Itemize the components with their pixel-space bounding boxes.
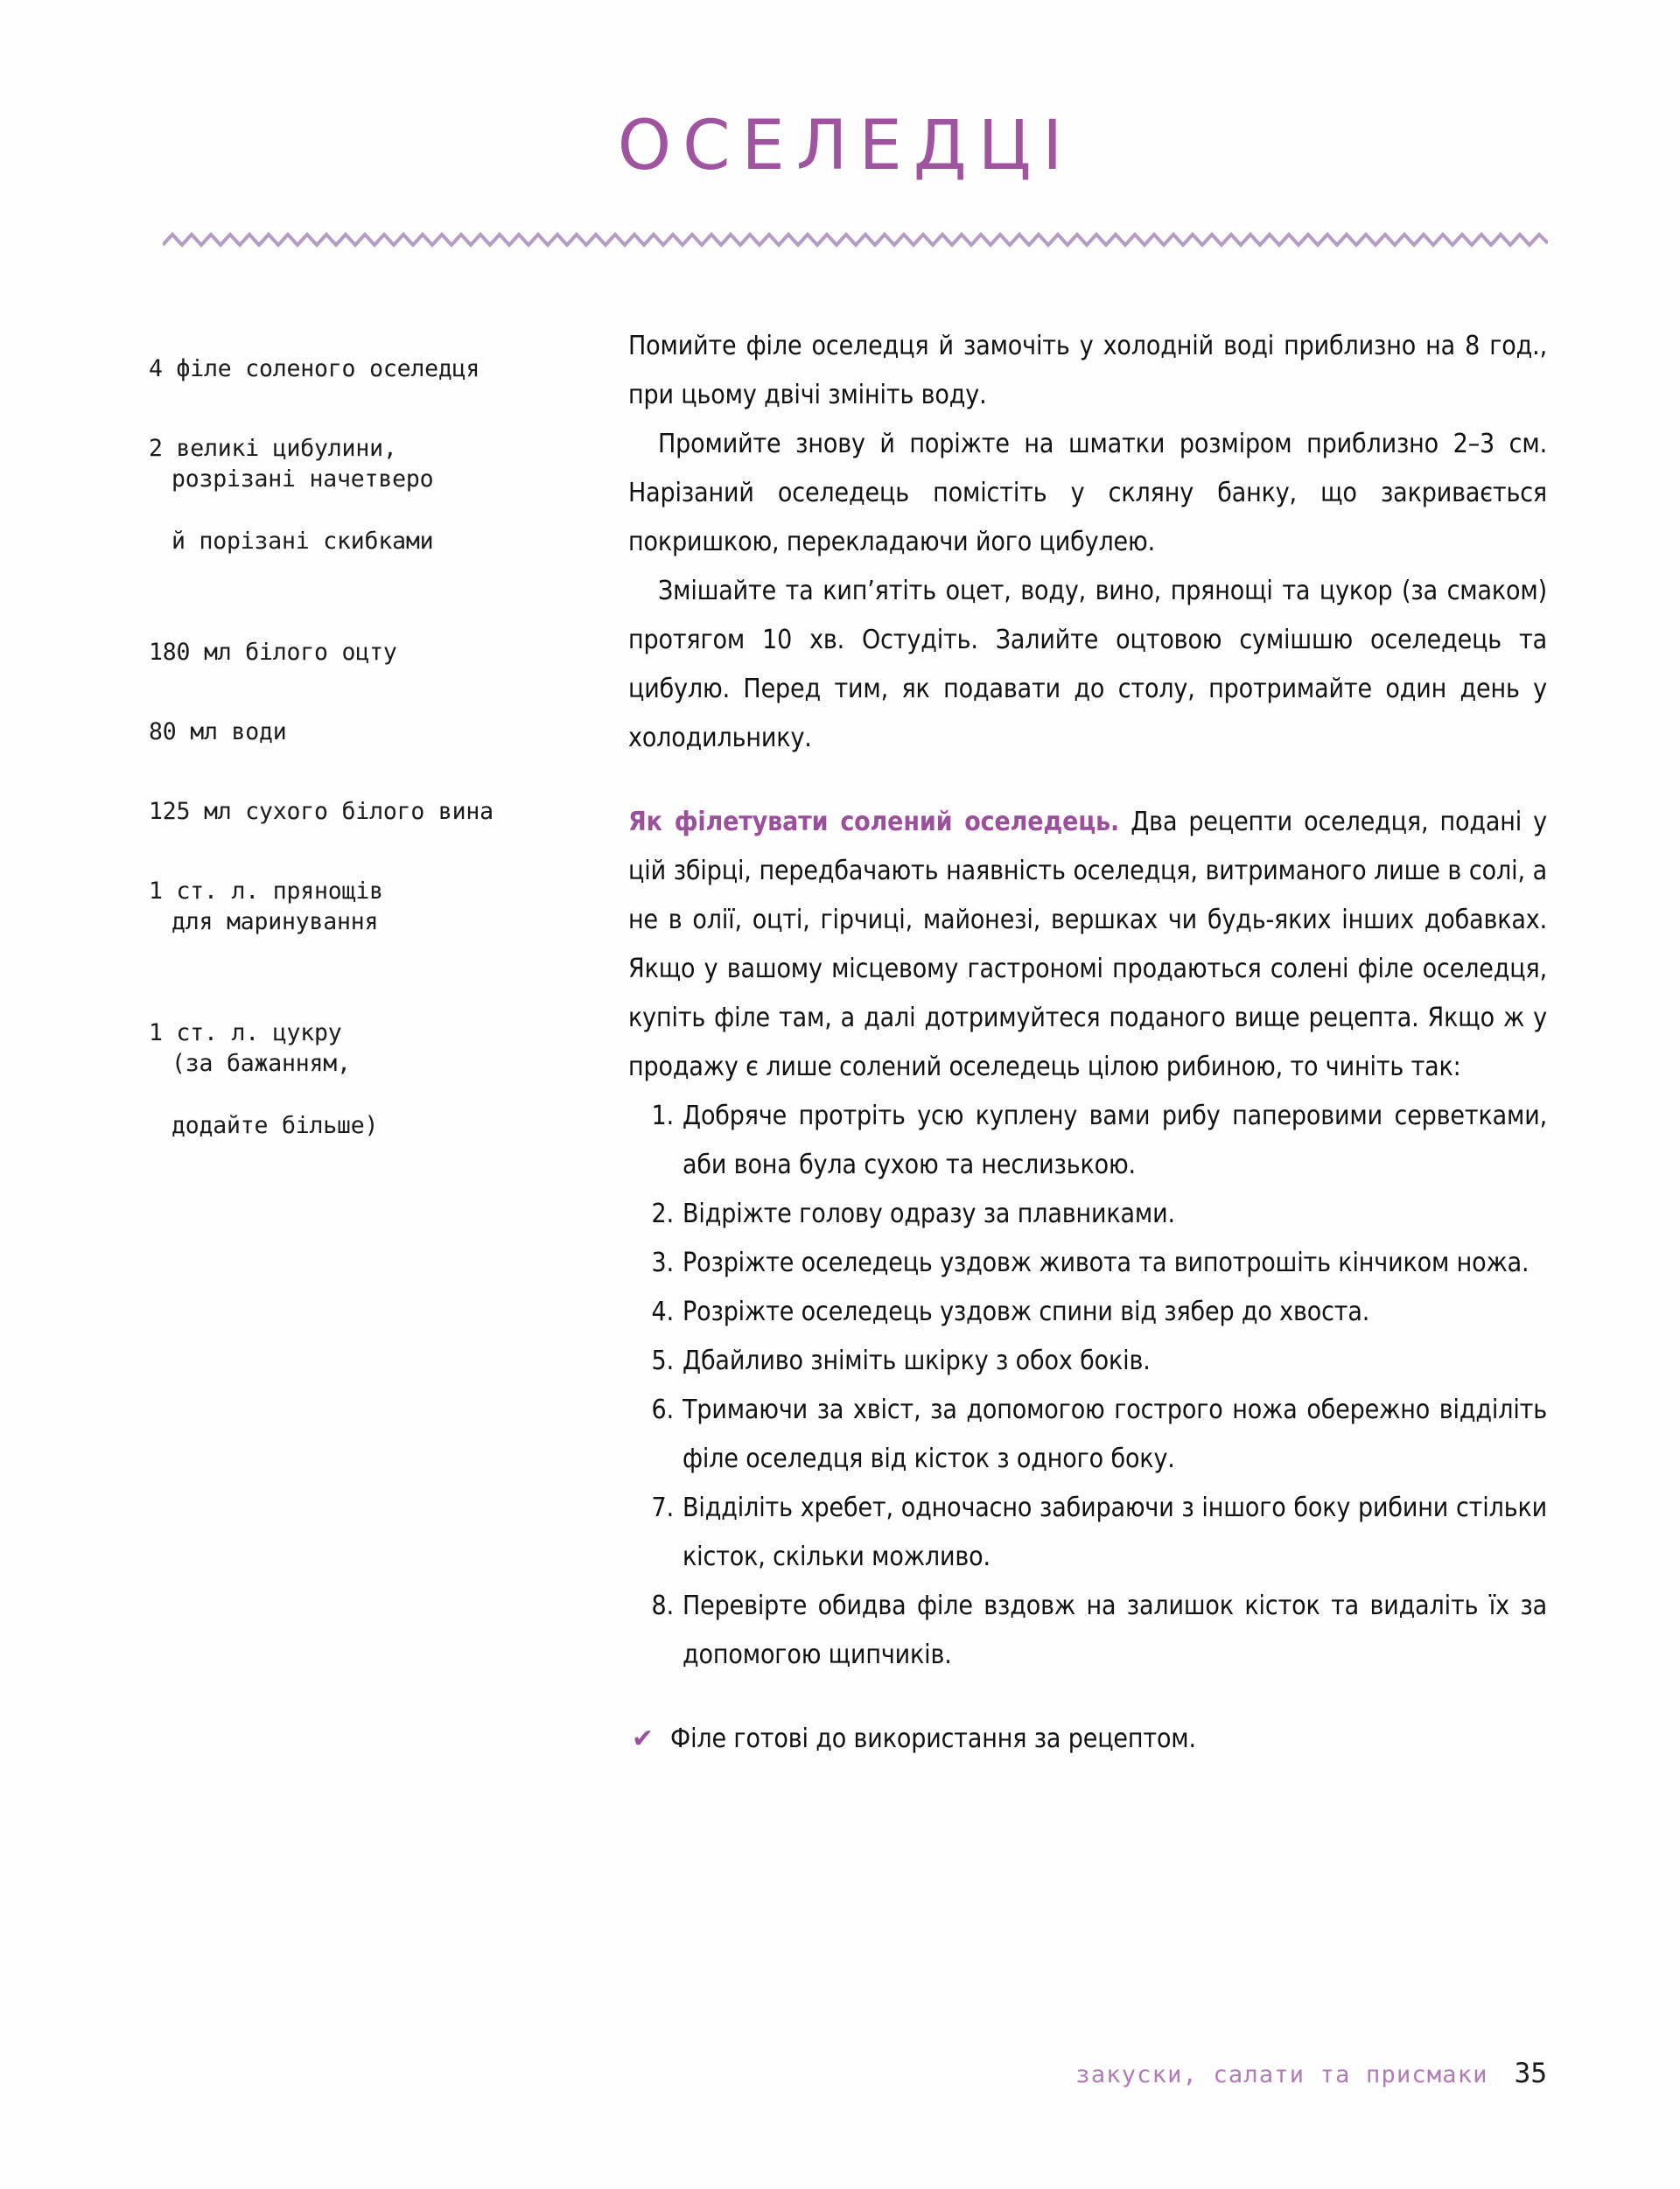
ingredient-item bbox=[149, 765, 586, 827]
ingredient-main: 4 філе соленого оселедця bbox=[149, 354, 480, 382]
ingredient-cont: для маринування bbox=[172, 908, 379, 935]
ingredient-main: 1 ст. л. прянощів bbox=[149, 877, 383, 905]
ingredient-item bbox=[149, 605, 586, 668]
ingredient-main: 125 мл сухого білого вина bbox=[149, 797, 494, 825]
filleting-steps-list bbox=[628, 1092, 1547, 1680]
ingredient-cont: й порізані скибками bbox=[172, 528, 434, 555]
page-title: ОСЕЛЕДЦІ bbox=[617, 107, 1074, 185]
page-footer bbox=[0, 2058, 1680, 2089]
step-item: Розріжте оселедець уздовж живота та випотрошіть кінчиком ножа. bbox=[682, 1248, 1530, 1278]
ingredient-main: 180 мл білого оцту bbox=[149, 638, 397, 666]
ingredients-list bbox=[149, 322, 586, 1190]
ingredient-cont: додайте більше) bbox=[172, 1112, 379, 1139]
ingredient-main: 80 мл води bbox=[149, 717, 287, 745]
instruction-paragraph: Промийте знову й поріжте на шматки розміром приблизно 2–3 см. Нарізаний оселедець помістіть у скляну банку, що закривається покришкою, перекладаючи його цибулею. bbox=[628, 429, 1547, 557]
step-item: Дбайливо зніміть шкірку з обох боків. bbox=[682, 1346, 1151, 1376]
section-body: Два рецепти оселедця, подані у цій збірці, передбачають наявність оселедця, витриманого лише в солі, а не в олії, оцті, гірчиці, майонезі, вершках чи будь-яких інших добавках. Якщо у вашому місцевому гастрономі продаються солені філе оселедця, купіть філе там, а далі дотримуйтеся поданого вище рецепта. Якщо ж у продажу є лише солений оселедець цілою рибиною, то чиніть так: bbox=[628, 807, 1548, 1082]
step-item: Відріжте голову одразу за плавниками. bbox=[682, 1199, 1175, 1229]
page-title-block bbox=[0, 107, 1680, 185]
section-lead-in: Як філетувати солений оселедець. bbox=[628, 807, 1120, 837]
page-content bbox=[0, 322, 1680, 2037]
instructions-column bbox=[628, 322, 1547, 1764]
footer-section-label: закуски, салати та присмаки bbox=[1075, 2061, 1488, 2088]
ingredient-cont: розрізані начетверо bbox=[172, 465, 434, 493]
ingredient-item bbox=[149, 402, 586, 588]
step-item: Відділіть хребет, одночасно забираючи з іншого боку рибини стільки кісток, скільки можливо. bbox=[682, 1493, 1547, 1572]
conclusion-text: Філе готові до використання за рецептом. bbox=[670, 1724, 1196, 1754]
ingredient-item bbox=[149, 322, 586, 384]
check-mark-icon: ✔ bbox=[632, 1724, 654, 1754]
step-item: Перевірте обидва філе вздовж на залишок кісток та видаліть їх за допомогою щипчиків. bbox=[682, 1591, 1547, 1670]
step-item: Тримаючи за хвіст, за допомогою гострого ножа обережно відділіть філе оселедця від кісток з одного боку. bbox=[682, 1395, 1547, 1474]
ingredient-cont: (за бажанням, bbox=[172, 1050, 351, 1077]
step-item: Розріжте оселедець уздовж спини від зябер до хвоста. bbox=[682, 1297, 1370, 1327]
conclusion-row bbox=[628, 1715, 1547, 1764]
filleting-section-paragraph bbox=[628, 798, 1547, 1092]
instruction-paragraph: Змішайте та кип’ятіть оцет, воду, вино, прянощі та цукор (за смаком) протягом 10 хв. Остудіть. Залийте оцтовою сумішшю оселедець та цибулю. Перед тим, як подавати до столу, протримайте один день у холодильнику. bbox=[628, 576, 1547, 753]
section-spacer bbox=[628, 763, 1547, 798]
instruction-paragraph: Помийте філе оселедця й замочіть у холодній воді приблизно на 8 год., при цьому двічі змініть воду. bbox=[628, 331, 1547, 410]
ingredient-main: 1 ст. л. цукру bbox=[149, 1018, 342, 1046]
ingredient-item bbox=[149, 986, 586, 1172]
footer-page-number: 35 bbox=[1514, 2058, 1547, 2089]
step-item: Добряче протріть усю куплену вами рибу паперовими серветками, аби вона була сухою та неслизькою. bbox=[682, 1101, 1547, 1180]
zigzag-divider bbox=[163, 229, 1548, 250]
ingredient-item bbox=[149, 685, 586, 747]
ingredient-main: 2 великі цибулини, bbox=[149, 434, 397, 462]
ingredient-item bbox=[149, 844, 586, 969]
